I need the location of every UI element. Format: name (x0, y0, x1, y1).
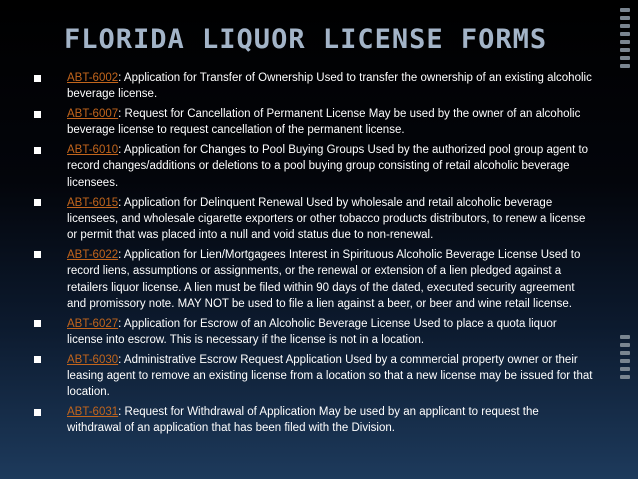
decorative-bars-top (620, 8, 630, 72)
list-item (34, 352, 594, 401)
list-item (34, 247, 594, 312)
decorative-bars-bottom (620, 335, 630, 383)
form-description: : Application for Escrow of an Alcoholic Beverage License Used to place a quota liquor license into escrow. This is necessary if the license is not in a location. (67, 317, 557, 346)
slide-title: FLORIDA LIQUOR LICENSE FORMS (64, 24, 548, 55)
list-item (34, 195, 594, 244)
square-bullet-icon (34, 111, 41, 118)
decorative-bar (620, 351, 630, 355)
decorative-bar (620, 24, 630, 28)
form-description: : Application for Lien/Mortgagees Interest in Spirituous Alcoholic Beverage License Used to record liens, assumptions or assignments, or the renewal or extension of a lien pledged against a retailers liquor license. A lien must be filed within 90 days of the dated, executed security agreement and promissory note. MAY NOT be used to file a lien against a beer, or beer and wine retail license. (67, 248, 581, 310)
list-item (34, 142, 594, 191)
square-bullet-icon (34, 356, 41, 363)
decorative-bar (620, 8, 630, 12)
form-description: : Application for Changes to Pool Buying Groups Used by the authorized pool group agent to record changes/additions or deletions to a pool buying group consisting of retail alcoholic beverage licensees. (67, 144, 589, 189)
square-bullet-icon (34, 320, 41, 327)
square-bullet-icon (34, 199, 41, 206)
form-description: : Application for Transfer of Ownership Used to transfer the ownership of an existing alcoholic beverage license. (67, 72, 592, 101)
form-code-link[interactable]: ABT-6030 (67, 353, 119, 366)
form-code-link[interactable]: ABT-6015 (67, 196, 119, 209)
square-bullet-icon (34, 251, 41, 258)
form-code-link[interactable]: ABT-6007 (67, 108, 119, 121)
decorative-bar (620, 32, 630, 36)
form-description: : Application for Delinquent Renewal Used by wholesale and retail alcoholic beverage licensees, and wholesale cigarette exporters or other tobacco products distributors, to renew a license or permit that was placed into a null and void status due to non-renewal. (67, 196, 586, 242)
decorative-bar (620, 375, 630, 379)
decorative-bar (620, 335, 630, 339)
form-description: : Administrative Escrow Request Application Used by a commercial property owner or their leasing agent to remove an existing license from a location so that a new license may be issued for that location. (67, 353, 593, 399)
decorative-bar (620, 64, 630, 68)
decorative-bar (620, 48, 630, 52)
form-code-link[interactable]: ABT-6031 (67, 406, 119, 419)
decorative-bar (620, 367, 630, 371)
form-description: : Request for Withdrawal of Application May be used by an applicant to request the withdrawal of an application that has been filed with the Division. (67, 406, 539, 435)
form-description: : Request for Cancellation of Permanent License May be used by the owner of an alcoholic beverage license to request cancellation of the permanent license. (67, 108, 581, 137)
decorative-bar (620, 40, 630, 44)
form-list (34, 70, 594, 440)
square-bullet-icon (34, 409, 41, 416)
form-code-link[interactable]: ABT-6022 (67, 248, 119, 261)
list-item (34, 316, 594, 349)
form-code-link[interactable]: ABT-6027 (67, 317, 119, 330)
decorative-bar (620, 359, 630, 363)
list-item (34, 70, 594, 103)
form-code-link[interactable]: ABT-6002 (67, 72, 119, 84)
decorative-bar (620, 56, 630, 60)
form-code-link[interactable]: ABT-6010 (67, 144, 119, 157)
decorative-bar (620, 16, 630, 20)
square-bullet-icon (34, 75, 41, 82)
list-item (34, 404, 594, 437)
decorative-bar (620, 343, 630, 347)
list-item (34, 106, 594, 139)
square-bullet-icon (34, 147, 41, 154)
